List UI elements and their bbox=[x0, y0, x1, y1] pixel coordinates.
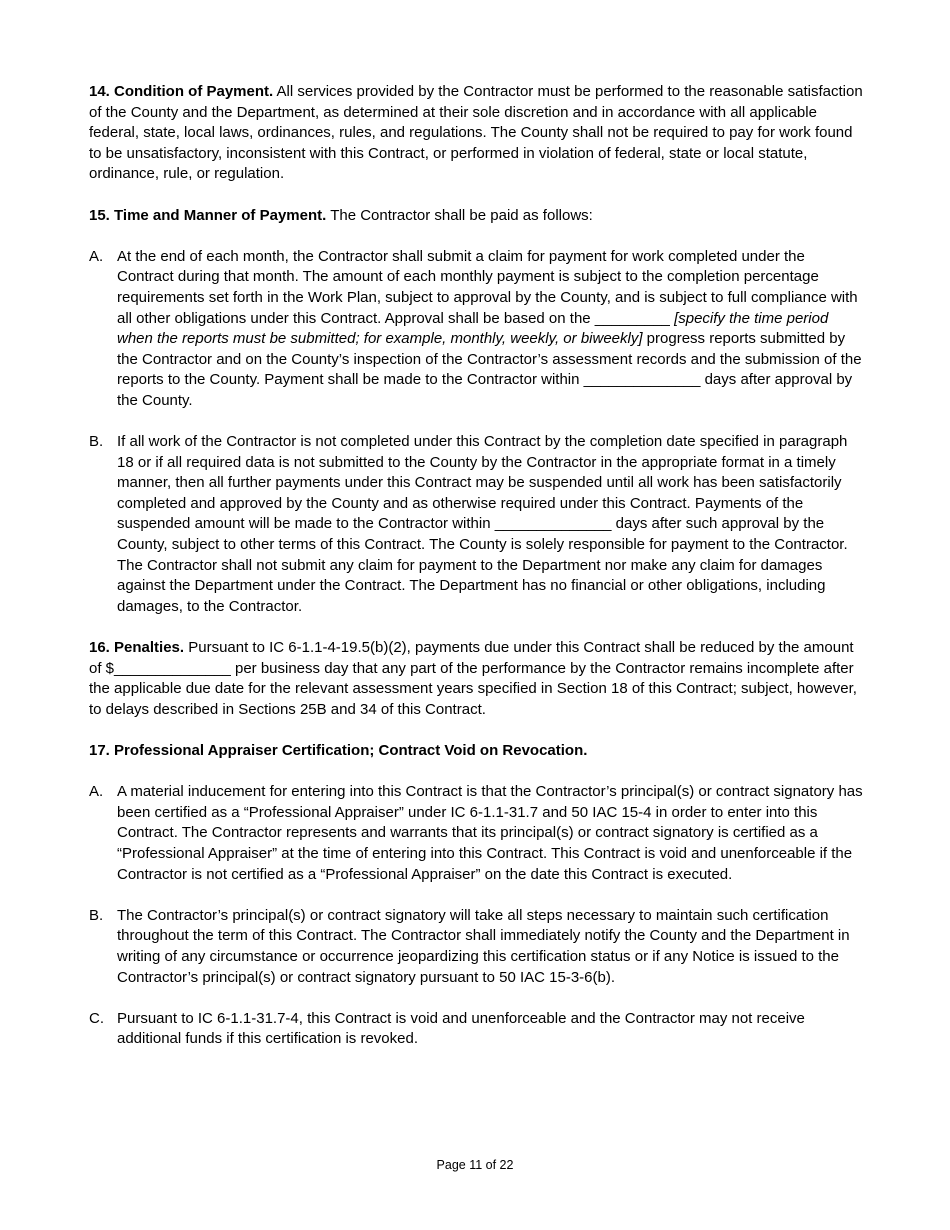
section-17-item-b-text: The Contractor’s principal(s) or contract signatory will take all steps necessary to maintain such certification throughout the term of this Contract. The Contractor shall immediately notify the County and the Department in writing of any circumstance or occurrence jeopardizing this certification status or if any Notice is issued to the Contractor’s principal(s) or contract signatory pursuant to 50 IAC 15-3-6(b). bbox=[117, 906, 850, 986]
section-15-item-b-text: If all work of the Contractor is not completed under this Contract by the completion date specified in paragraph 18 or if all required data is not submitted to the County by the Contractor in the appropriate format in a timely manner, then all further payments under this Contract may be suspended until all work has been satisfactorily completed and approved by the County and as otherwise required under this Contract. Payments of the suspended amount will be made to the Contractor within ______________ days after such approval by the County, subject to other terms of this Contract. The County is solely responsible for payment to the Contractor. The Contractor shall not submit any claim for payment to the Department nor make any claim for damages against the Department under the Contract. The Department has no financial or other obligations, including damages, to the Contractor. bbox=[117, 433, 848, 615]
item-letter: B. bbox=[89, 433, 104, 451]
section-15-item-a-instruction: [specify the time period when the reports must be submitted; for example, monthly, weekly, or biweekly] bbox=[117, 309, 829, 348]
section-17 bbox=[89, 741, 864, 762]
section-17-item-c-text: Pursuant to IC 6-1.1-31.7-4, this Contract is void and unenforceable and the Contractor may not receive additional funds if this certification is revoked. bbox=[117, 1009, 805, 1048]
section-14 bbox=[89, 82, 864, 185]
section-15-item-a-part2: progress reports submitted by the Contractor and on the County’s inspection of the Contractor’s assessment records and the submission of the reports to the County. Payment shall be made to the Contractor within ______________ days after approval by the County. bbox=[117, 330, 862, 409]
item-letter: B. bbox=[89, 906, 104, 924]
section-15-item-a-part1: At the end of each month, the Contractor shall submit a claim for payment for work completed under the Contract during that month. The amount of each monthly payment is subject to the completion percentage requirements set forth in the Work Plan, subject to approval by the County, and is subject to full compliance with all other obligations under this Contract. Approval shall be based on the _________ bbox=[117, 247, 858, 327]
section-16-heading: 16. Penalties. bbox=[89, 639, 185, 657]
section-14-body: All services provided by the Contractor must be performed to the reasonable satisfaction of the County and the Department, as determined at their sole discretion and in accordance with all applicable federal, state, local laws, ordinances, rules, and regulations. The County shall not be required to pay for work found to be unsatisfactory, inconsistent with this Contract, or performed in violation of federal, state or local statute, ordinance, rule, or regulation. bbox=[89, 83, 863, 183]
section-17-item-a bbox=[89, 782, 864, 885]
section-15 bbox=[89, 206, 864, 227]
item-letter: A. bbox=[89, 247, 104, 265]
section-17-item-c bbox=[89, 1009, 864, 1050]
section-16-body: Pursuant to IC 6-1.1-4-19.5(b)(2), payments due under this Contract shall be reduced by the amount of $______________ per business day that any part of the performance by the Contractor remains incomplete after the applicable due date for the relevant assessment years specified in Section 18 of this Contract; subject, however, to delays described in Sections 25B and 34 of this Contract. bbox=[89, 639, 857, 718]
section-15-item-a-text bbox=[117, 247, 864, 412]
section-17-item-a-text: A material inducement for entering into this Contract is that the Contractor’s principal(s) or contract signatory has been certified as a “Professional Appraiser” under IC 6-1.1-31.7 and 50 IAC 15-4 in order to enter into this Contract. The Contractor represents and warrants that its principal(s) or contract signatory is certified as a “Professional Appraiser” at the time of entering into this Contract. This Contract is void and unenforceable if the Contractor is not certified as a “Professional Appraiser” on the date this Contract is executed. bbox=[117, 783, 863, 883]
item-letter: A. bbox=[89, 783, 104, 801]
section-17-heading: 17. Professional Appraiser Certification; Contract Void on Revocation. bbox=[89, 742, 588, 759]
section-15-item-b bbox=[89, 432, 864, 617]
section-15-item-a bbox=[89, 247, 864, 412]
section-14-heading: 14. Condition of Payment. bbox=[89, 83, 274, 100]
section-15-body: The Contractor shall be paid as follows: bbox=[326, 206, 593, 224]
document-body bbox=[89, 82, 864, 1071]
section-15-heading: 15. Time and Manner of Payment. bbox=[89, 206, 327, 224]
page-number: Page 11 of 22 bbox=[436, 1158, 514, 1172]
section-16 bbox=[89, 638, 864, 720]
item-letter: C. bbox=[89, 1009, 104, 1027]
section-17-item-b bbox=[89, 906, 864, 988]
